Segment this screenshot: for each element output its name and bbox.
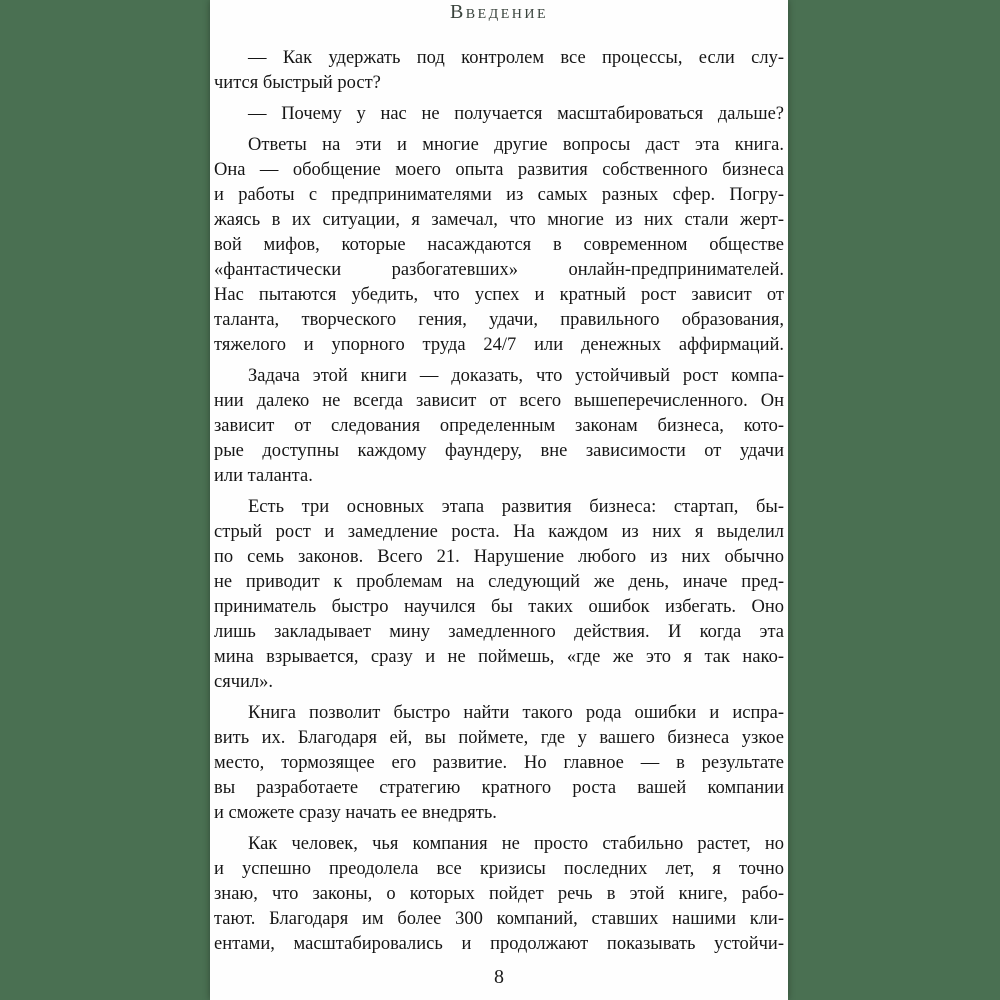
page-text bbox=[214, 46, 784, 963]
text-line: и работы с предпринимателями из самых разных сфер. Погру- bbox=[214, 185, 784, 205]
text-line: Задача этой книги — доказать, что устойчивый рост компа- bbox=[248, 366, 784, 386]
paragraph bbox=[214, 701, 784, 826]
text-line: мина взрывается, сразу и не поймешь, «где же это я так нако- bbox=[214, 647, 784, 667]
text-line: приниматель быстро научился бы таких ошибок избегать. Оно bbox=[214, 597, 784, 617]
text-line: сячил». bbox=[214, 672, 274, 692]
paragraph bbox=[214, 133, 784, 358]
text-line: вить их. Благодаря ей, вы поймете, где у вашего бизнеса узкое bbox=[214, 728, 784, 748]
text-line: тают. Благодаря им более 300 компаний, ставших нашими кли- bbox=[214, 909, 784, 929]
text-line: знаю, что законы, о которых пойдет речь в этой книге, рабо- bbox=[214, 884, 784, 904]
text-line: вы разработаете стратегию кратного роста вашей компании bbox=[214, 778, 784, 798]
paragraph bbox=[214, 46, 784, 96]
text-line: «фантастически разбогатевших» онлайн-предпринимателей. bbox=[214, 260, 784, 280]
text-line: и успешно преодолела все кризисы последних лет, я точно bbox=[214, 859, 784, 879]
book-page bbox=[210, 0, 788, 1000]
text-line: место, тормозящее его развитие. Но главное — в результате bbox=[214, 753, 784, 773]
text-line: лишь закладывает мину замедленного действия. И когда эта bbox=[214, 622, 784, 642]
text-line: Она — обобщение моего опыта развития собственного бизнеса bbox=[214, 160, 784, 180]
text-line: не приводит к проблемам на следующий же день, иначе пред- bbox=[214, 572, 784, 592]
paragraph bbox=[214, 832, 784, 957]
text-line: Есть три основных этапа развития бизнеса: стартап, бы- bbox=[248, 497, 784, 517]
text-line: зависит от следования определенным законам бизнеса, кото- bbox=[214, 416, 784, 436]
text-line: таланта, творческого гения, удачи, правильного образования, bbox=[214, 310, 784, 330]
page-number: 8 bbox=[494, 966, 504, 988]
text-line: жаясь в их ситуации, я замечал, что многие из них стали жерт- bbox=[214, 210, 784, 230]
paragraph bbox=[214, 364, 784, 489]
paragraph bbox=[214, 495, 784, 695]
text-line: нии далеко не всегда зависит от всего вышеперечисленного. Он bbox=[214, 391, 784, 411]
text-line: и сможете сразу начать ее внедрять. bbox=[214, 803, 497, 823]
text-line: рые доступны каждому фаундеру, вне зависимости от удачи bbox=[214, 441, 784, 461]
text-line: — Почему у нас не получается масштабироваться дальше? bbox=[248, 104, 784, 124]
text-line: чится быстрый рост? bbox=[214, 73, 381, 93]
text-line: ентами, масштабировались и продолжают показывать устойчи- bbox=[214, 934, 784, 954]
text-line: тяжелого и упорного труда 24/7 или денежных аффирмаций. bbox=[214, 335, 784, 355]
text-line: Нас пытаются убедить, что успех и кратный рост зависит от bbox=[214, 285, 784, 305]
text-line: Как человек, чья компания не просто стабильно растет, но bbox=[248, 834, 784, 854]
text-line: стрый рост и замедление роста. На каждом из них я выделил bbox=[214, 522, 784, 542]
text-line: по семь законов. Всего 21. Нарушение любого из них обычно bbox=[214, 547, 784, 567]
paragraph bbox=[214, 102, 784, 127]
text-line: Ответы на эти и многие другие вопросы даст эта книга. bbox=[248, 135, 784, 155]
text-line: Книга позволит быстро найти такого рода ошибки и испра- bbox=[248, 703, 784, 723]
text-line: или таланта. bbox=[214, 466, 313, 486]
chapter-heading: Введение bbox=[449, 1, 549, 23]
text-line: вой мифов, которые насаждаются в современном обществе bbox=[214, 235, 784, 255]
text-line: — Как удержать под контролем все процессы, если слу- bbox=[248, 48, 784, 68]
